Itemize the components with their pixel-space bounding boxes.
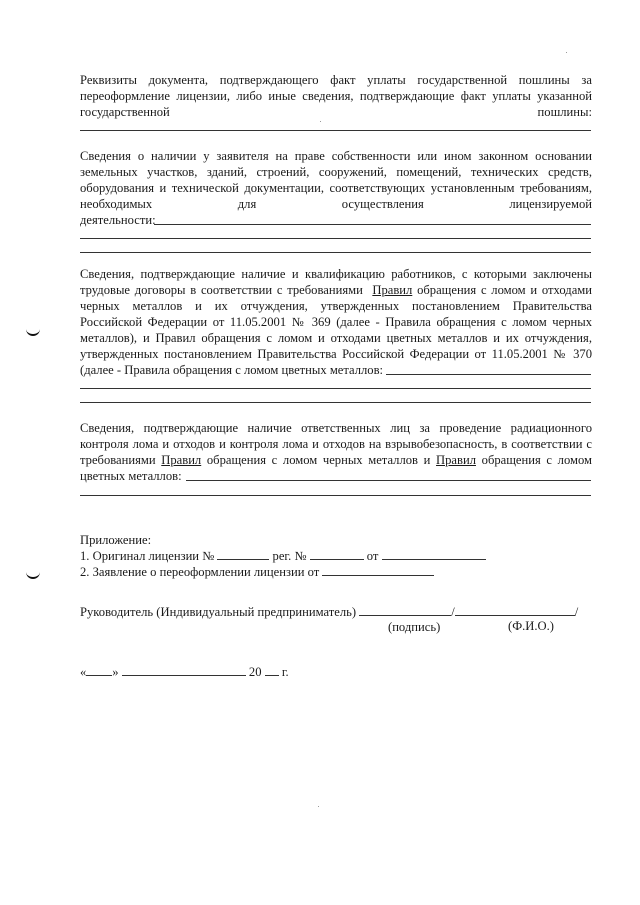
radiation-text: требованиями (80, 453, 156, 467)
property-section (80, 148, 592, 212)
staff-answer-line[interactable] (386, 374, 591, 375)
payment-answer-line[interactable] (80, 130, 591, 131)
month-field[interactable] (122, 664, 246, 676)
radiation-section (80, 420, 592, 468)
radiation-text-line: Сведения, подтверждающие наличие ответственных лиц за проведение радиационного (80, 421, 592, 435)
staff-text-line: черных металлов и их отчуждения, утвержденных постановлением Правительства (80, 299, 592, 313)
staff-text-line: Сведения, подтверждающие наличие и квалификацию работников, с которыми заключены (80, 267, 592, 281)
license-date-field[interactable] (382, 548, 486, 560)
attachment-item-license (80, 548, 486, 564)
binding-mark-lower (26, 570, 40, 579)
signature-field[interactable] (359, 604, 451, 616)
date-open-quote: « (80, 665, 87, 679)
radiation-text-line: контроля лома и отходов и контроля лома и отходов на взрывобезопасность, в соответствии с (80, 437, 592, 451)
license-date-label: от (366, 549, 379, 563)
property-activity-label: деятельности: (80, 213, 156, 227)
signature-row (80, 604, 578, 620)
signature-separator: / (451, 605, 455, 619)
staff-answer-line[interactable] (80, 388, 591, 389)
scan-speck (318, 806, 319, 807)
staff-last-line: (далее - Правила обращения с ломом цветных металлов: (80, 363, 384, 377)
radiation-text: обращения с ломом (481, 453, 593, 467)
rules-link[interactable]: Правил (161, 453, 202, 467)
rules-link[interactable]: Правил (372, 283, 413, 297)
signature-caption: (подпись) (388, 620, 441, 634)
registration-number-field[interactable] (310, 548, 364, 560)
radiation-answer-line[interactable] (186, 480, 591, 481)
property-answer-line[interactable] (80, 238, 591, 239)
payment-text-line: государственной пошлины: (80, 105, 592, 119)
radiation-text: обращения с ломом черных металлов и (206, 453, 431, 467)
day-field[interactable] (86, 664, 112, 676)
application-date-field[interactable] (322, 564, 434, 576)
property-text-line: Сведения о наличии у заявителя на праве собственности или ином законном основании (80, 149, 592, 163)
name-field[interactable] (455, 604, 575, 616)
payment-text-line: Реквизиты документа, подтверждающего факт уплаты государственной пошлины за (80, 73, 592, 87)
signature-separator: / (574, 605, 579, 619)
date-close-quote: » (112, 665, 119, 679)
binding-mark-upper (26, 327, 40, 336)
property-text-line: оборудования и технической документации, соответствующих установленным требованиям, (80, 181, 592, 195)
year-suffix: г. (281, 665, 289, 679)
staff-text-line (80, 282, 592, 298)
radiation-last-line: цветных металлов: (80, 469, 182, 483)
radiation-text-line (80, 452, 592, 468)
application-label: 2. Заявление о переоформлении лицензии от (80, 565, 320, 579)
date-row (80, 664, 289, 680)
name-caption: (Ф.И.О.) (508, 619, 554, 633)
property-answer-line[interactable] (80, 252, 591, 253)
signature-label: Руководитель (Индивидуальный предприниматель) (80, 605, 357, 619)
radiation-answer-line[interactable] (80, 495, 591, 496)
staff-text: трудовые договоры в соответствии с требованиями (80, 283, 363, 297)
attachment-item-application (80, 564, 434, 580)
staff-text-line: Российской Федерации от 11.05.2001 № 369 (далее - Правила обращения с ломом черных (80, 315, 592, 329)
license-original-label: 1. Оригинал лицензии № (80, 549, 215, 563)
license-number-field[interactable] (217, 548, 269, 560)
staff-text-line: металлов), и Правил обращения с ломом и отходами цветных металлов и их отчуждения, (80, 331, 592, 345)
year-field[interactable] (265, 664, 279, 676)
property-text-line: земельных участков, зданий, строений, сооружений, помещений, технических средств, (80, 165, 592, 179)
year-prefix: 20 (248, 665, 262, 679)
property-text-line: необходимых для осуществления лицензируемой (80, 197, 592, 211)
payment-text-line: переоформление лицензии, либо иные сведения, подтверждающие факт уплаты указанной (80, 89, 592, 103)
staff-section (80, 266, 592, 362)
attachment-title: Приложение: (80, 533, 152, 547)
registration-number-label: рег. № (272, 549, 307, 563)
staff-answer-line[interactable] (80, 402, 591, 403)
property-answer-line[interactable] (154, 224, 591, 225)
rules-link[interactable]: Правил (436, 453, 476, 467)
scan-speck (566, 52, 567, 53)
scan-speck (320, 121, 321, 122)
staff-text-line: утвержденных постановлением Правительства Российской Федерации от 11.05.2001 № 370 (80, 347, 592, 361)
staff-text: обращения с ломом и отходами (417, 283, 592, 297)
payment-section (80, 72, 592, 120)
